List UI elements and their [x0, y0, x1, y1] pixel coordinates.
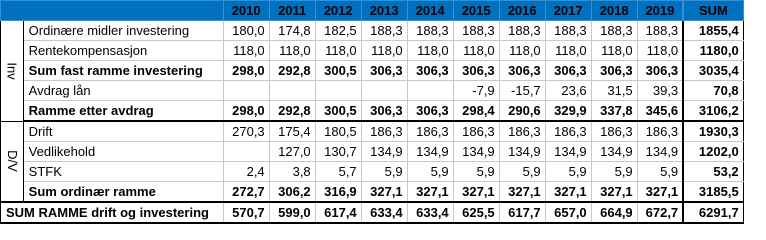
value-cell: 327,1: [637, 182, 683, 203]
year-header-2017: 2017: [545, 1, 591, 21]
value-cell: [223, 81, 269, 101]
row-label: Rentekompensasjon: [23, 41, 223, 61]
value-cell: 306,3: [361, 101, 407, 122]
value-cell: 118,0: [223, 41, 269, 61]
row-label: STFK: [23, 162, 223, 182]
row-sum-cell: 53,2: [683, 162, 743, 182]
year-header-2018: 2018: [591, 1, 637, 21]
value-cell: 118,0: [407, 41, 453, 61]
value-cell: -7,9: [453, 81, 499, 101]
table-row: [1, 162, 744, 182]
section-label-cell: [1, 21, 24, 122]
year-header-2011: 2011: [269, 1, 315, 21]
row-label: Avdrag lån: [23, 81, 223, 101]
row-sum-cell: 1180,0: [683, 41, 743, 61]
value-cell: 306,3: [637, 61, 683, 81]
row-label: Drift: [23, 121, 223, 142]
value-cell: 2,4: [223, 162, 269, 182]
row-sum-cell: 1930,3: [683, 121, 743, 142]
table-row: [1, 21, 744, 41]
value-cell: 270,3: [223, 121, 269, 142]
value-cell: 5,9: [591, 162, 637, 182]
value-cell: 39,3: [637, 81, 683, 101]
value-cell: 327,1: [499, 182, 545, 203]
value-cell: -15,7: [499, 81, 545, 101]
value-cell: 134,9: [361, 142, 407, 162]
value-cell: 337,8: [591, 101, 637, 122]
value-cell: 186,3: [361, 121, 407, 142]
value-cell: 182,5: [315, 21, 361, 41]
value-cell: 118,0: [591, 41, 637, 61]
value-cell: 188,3: [499, 21, 545, 41]
value-cell: 118,0: [269, 41, 315, 61]
value-cell: 188,3: [545, 21, 591, 41]
value-cell: 134,9: [407, 142, 453, 162]
value-cell: 5,7: [315, 162, 361, 182]
value-cell: 327,1: [453, 182, 499, 203]
total-value-cell: 633,4: [407, 202, 453, 223]
value-cell: 327,1: [407, 182, 453, 203]
value-cell: 5,9: [407, 162, 453, 182]
value-cell: 292,8: [269, 101, 315, 122]
value-cell: 130,7: [315, 142, 361, 162]
value-cell: [361, 81, 407, 101]
year-header-2010: 2010: [223, 1, 269, 21]
year-header-2015: 2015: [453, 1, 499, 21]
row-sum-cell: 1202,0: [683, 142, 743, 162]
row-label: Sum ordinær ramme: [23, 182, 223, 203]
value-cell: 118,0: [361, 41, 407, 61]
value-cell: 186,3: [637, 121, 683, 142]
value-cell: 290,6: [499, 101, 545, 122]
value-cell: 175,4: [269, 121, 315, 142]
value-cell: 3,8: [269, 162, 315, 182]
value-cell: 329,9: [545, 101, 591, 122]
value-cell: 5,9: [453, 162, 499, 182]
year-header-2019: 2019: [637, 1, 683, 21]
value-cell: 180,0: [223, 21, 269, 41]
value-cell: 306,3: [591, 61, 637, 81]
year-header-2016: 2016: [499, 1, 545, 21]
value-cell: 298,4: [453, 101, 499, 122]
year-header-2014: 2014: [407, 1, 453, 21]
row-sum-cell: 70,8: [683, 81, 743, 101]
value-cell: 186,3: [545, 121, 591, 142]
value-cell: [269, 81, 315, 101]
value-cell: 300,5: [315, 101, 361, 122]
value-cell: 186,3: [499, 121, 545, 142]
table-row: [1, 182, 744, 203]
value-cell: [223, 142, 269, 162]
row-label: Ramme etter avdrag: [23, 101, 223, 122]
year-header-2013: 2013: [361, 1, 407, 21]
section-label: D/V: [4, 150, 20, 173]
value-cell: 300,5: [315, 61, 361, 81]
value-cell: 118,0: [315, 41, 361, 61]
table-row: [1, 61, 744, 81]
value-cell: 345,6: [637, 101, 683, 122]
value-cell: 188,3: [361, 21, 407, 41]
value-cell: 5,9: [637, 162, 683, 182]
value-cell: 118,0: [499, 41, 545, 61]
total-value-cell: 625,5: [453, 202, 499, 223]
value-cell: 188,3: [407, 21, 453, 41]
row-sum-cell: 1855,4: [683, 21, 743, 41]
value-cell: 134,9: [591, 142, 637, 162]
value-cell: 118,0: [637, 41, 683, 61]
value-cell: 118,0: [453, 41, 499, 61]
total-value-cell: 617,4: [315, 202, 361, 223]
value-cell: 180,5: [315, 121, 361, 142]
value-cell: 5,9: [361, 162, 407, 182]
value-cell: 306,3: [361, 61, 407, 81]
total-value-cell: 664,9: [591, 202, 637, 223]
total-row: [1, 202, 744, 223]
row-sum-cell: 3185,5: [683, 182, 743, 203]
value-cell: 327,1: [361, 182, 407, 203]
total-value-cell: 633,4: [361, 202, 407, 223]
value-cell: 292,8: [269, 61, 315, 81]
value-cell: 188,3: [453, 21, 499, 41]
value-cell: [407, 81, 453, 101]
table-row: [1, 101, 744, 122]
header-row: [1, 1, 744, 21]
value-cell: 5,9: [499, 162, 545, 182]
value-cell: 327,1: [545, 182, 591, 203]
table-row: [1, 121, 744, 142]
value-cell: 31,5: [591, 81, 637, 101]
value-cell: 186,3: [453, 121, 499, 142]
value-cell: 188,3: [637, 21, 683, 41]
row-label: Sum fast ramme investering: [23, 61, 223, 81]
header-corner-cell: [1, 1, 224, 21]
value-cell: 186,3: [591, 121, 637, 142]
grand-total-cell: 6291,7: [683, 202, 743, 223]
value-cell: 327,1: [591, 182, 637, 203]
table-row: [1, 41, 744, 61]
total-value-cell: 570,7: [223, 202, 269, 223]
value-cell: 134,9: [499, 142, 545, 162]
value-cell: 298,0: [223, 101, 269, 122]
section-label-cell: [1, 121, 24, 202]
value-cell: [315, 81, 361, 101]
value-cell: 134,9: [637, 142, 683, 162]
section-label: Inv: [4, 62, 20, 80]
total-value-cell: 599,0: [269, 202, 315, 223]
table-row: [1, 142, 744, 162]
value-cell: 306,3: [407, 101, 453, 122]
value-cell: 127,0: [269, 142, 315, 162]
value-cell: 298,0: [223, 61, 269, 81]
sum-header: SUM: [683, 1, 743, 21]
year-header-2012: 2012: [315, 1, 361, 21]
table-row: [1, 81, 744, 101]
value-cell: 186,3: [407, 121, 453, 142]
value-cell: 174,8: [269, 21, 315, 41]
row-sum-cell: 3035,4: [683, 61, 743, 81]
value-cell: 23,6: [545, 81, 591, 101]
value-cell: 306,3: [499, 61, 545, 81]
value-cell: 316,9: [315, 182, 361, 203]
value-cell: 118,0: [545, 41, 591, 61]
row-label: Vedlikehold: [23, 142, 223, 162]
value-cell: 5,9: [545, 162, 591, 182]
value-cell: 134,9: [545, 142, 591, 162]
total-value-cell: 657,0: [545, 202, 591, 223]
value-cell: 272,7: [223, 182, 269, 203]
total-value-cell: 617,7: [499, 202, 545, 223]
total-value-cell: 672,7: [637, 202, 683, 223]
value-cell: 306,3: [453, 61, 499, 81]
value-cell: 134,9: [453, 142, 499, 162]
total-label: SUM RAMME drift og investering: [1, 202, 224, 223]
value-cell: 306,3: [407, 61, 453, 81]
row-sum-cell: 3106,2: [683, 101, 743, 122]
row-label: Ordinære midler investering: [23, 21, 223, 41]
value-cell: 306,2: [269, 182, 315, 203]
value-cell: 306,3: [545, 61, 591, 81]
value-cell: 188,3: [591, 21, 637, 41]
